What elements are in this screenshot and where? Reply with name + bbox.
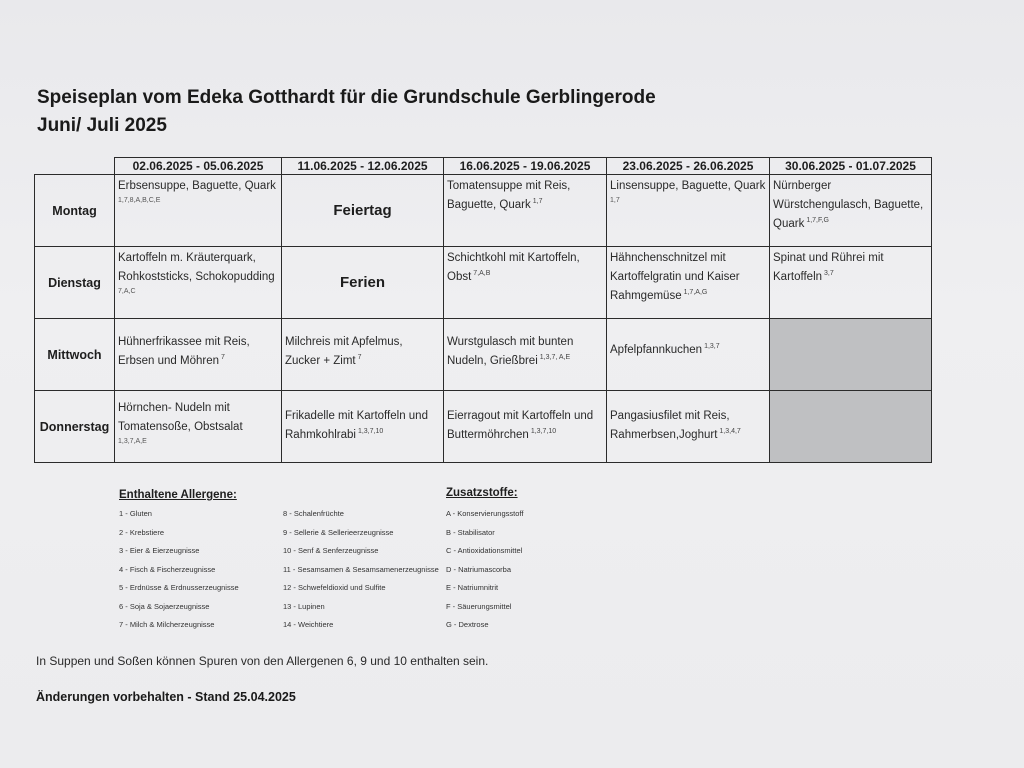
week-header: 30.06.2025 - 01.07.2025 xyxy=(770,158,932,175)
meal-text: Milchreis mit Apfelmus, Zucker + Zimt xyxy=(285,336,403,367)
meal-cell xyxy=(282,391,444,463)
meal-text: Hühnerfrikassee mit Reis, Erbsen und Möhren xyxy=(118,336,250,367)
allergen-item: 13 - Lupinen xyxy=(283,601,325,611)
meal-text: Hörnchen- Nudeln mit Tomatensoße, Obstsalat xyxy=(118,402,243,433)
allergen-item: 9 - Sellerie & Sellerieerzeugnisse xyxy=(283,527,394,537)
empty-cell xyxy=(770,391,932,463)
meal-text: Schichtkohl mit Kartoffeln, Obst xyxy=(447,252,580,283)
allergen-item: 14 - Weichtiere xyxy=(283,620,334,629)
allergen-item: 5 - Erdnüsse & Erdnusserzeugnisse xyxy=(119,583,239,592)
allergen-codes: 1,3,4,7 xyxy=(719,428,741,436)
allergen-codes: 1,7 xyxy=(610,197,620,204)
meal-text: Hähnchenschnitzel mit Kartoffelgratin und Kaiser Rahmgemüse xyxy=(610,252,740,302)
additive-item: D - Natriumascorba xyxy=(446,564,512,574)
additive-item: F - Säuerungsmittel xyxy=(446,601,512,611)
allergen-codes: 7,A,C xyxy=(118,288,136,295)
meal-text: Eierragout mit Kartoffeln und Buttermöhrchen xyxy=(447,410,594,441)
day-label: Dienstag xyxy=(35,247,115,319)
allergen-codes: 1,7 xyxy=(532,198,543,206)
day-label: Donnerstag xyxy=(35,391,115,463)
meal-cell xyxy=(607,175,770,247)
header-row xyxy=(35,158,932,175)
footer-status: Änderungen vorbehalten - Stand 25.04.2025 xyxy=(36,690,296,704)
allergen-item: 4 - Fisch & Fischerzeugnisse xyxy=(119,564,216,574)
week-header: 11.06.2025 - 12.06.2025 xyxy=(282,158,444,175)
meal-text: Tomatensuppe mit Reis, Baguette, Quark xyxy=(447,180,571,211)
holiday-cell: Ferien xyxy=(282,247,444,319)
allergens-list-2 xyxy=(283,505,439,635)
allergens-list-1 xyxy=(119,505,239,635)
allergen-item: 3 - Eier & Eierzeugnisse xyxy=(119,546,200,555)
allergen-codes: 1,3,7,10 xyxy=(530,428,557,436)
meal-cell xyxy=(607,247,770,319)
allergen-item: 6 - Soja & Sojaerzeugnisse xyxy=(119,601,210,611)
meal-cell xyxy=(444,319,607,391)
meal-text: Apfelpfannkuchen xyxy=(610,344,703,356)
allergen-codes: 1,3,7,A,E xyxy=(118,438,147,445)
title-line-1: Speiseplan vom Edeka Gotthardt für die Grundschule Gerblingerode xyxy=(37,87,656,108)
week-header: 02.06.2025 - 05.06.2025 xyxy=(115,158,282,175)
corner-cell xyxy=(35,158,115,175)
allergen-item: 2 - Krebstiere xyxy=(119,527,165,537)
allergen-codes: 1,7,8,A,B,C,E xyxy=(118,197,161,204)
meal-text: Kartoffeln m. Kräuterquark, Rohkoststicks, Schokopudding xyxy=(118,252,275,283)
meal-cell xyxy=(444,247,607,319)
allergen-note: In Suppen und Soßen können Spuren von den Allergenen 6, 9 und 10 enthalten sein. xyxy=(36,654,489,668)
meal-text: Frikadelle mit Kartoffeln und Rahmkohlrabi xyxy=(285,410,428,441)
row-mittwoch xyxy=(35,319,932,391)
row-donnerstag xyxy=(35,391,932,463)
title-line-2: Juni/ Juli 2025 xyxy=(37,115,167,136)
allergen-item: 11 - Sesamsamen & Sesamsamenerzeugnisse xyxy=(283,564,439,574)
meal-cell xyxy=(444,175,607,247)
allergens-heading: Enthaltene Allergene: xyxy=(119,489,237,501)
allergen-item: 10 - Senf & Senferzeugnisse xyxy=(283,546,379,555)
additive-item: C - Antioxidationsmittel xyxy=(446,546,523,555)
meal-cell xyxy=(607,319,770,391)
row-montag xyxy=(35,175,932,247)
empty-cell xyxy=(770,319,932,391)
holiday-cell: Feiertag xyxy=(282,175,444,247)
meal-plan-table xyxy=(34,157,932,463)
meal-cell xyxy=(770,175,932,247)
additive-item: B - Stabilisator xyxy=(446,527,495,537)
allergen-item: 1 - Gluten xyxy=(119,509,152,518)
allergen-codes: 3,7 xyxy=(824,270,834,278)
allergen-codes: 1,3,7 xyxy=(704,343,720,351)
allergen-codes: 1,7,F,G xyxy=(806,217,829,225)
allergen-codes: 1,3,7, A,E xyxy=(539,354,571,362)
allergen-item: 12 - Schwefeldioxid und Sulfite xyxy=(283,583,386,592)
meal-cell xyxy=(282,319,444,391)
meal-cell xyxy=(770,247,932,319)
meal-cell xyxy=(444,391,607,463)
document-title xyxy=(37,84,656,140)
meal-cell xyxy=(115,319,282,391)
additive-item: G - Dextrose xyxy=(446,620,489,629)
meal-cell xyxy=(115,247,282,319)
allergen-codes: 7 xyxy=(221,354,225,362)
meal-text: Nürnberger Würstchengulasch, Baguette, Quark xyxy=(773,180,924,230)
meal-text: Pangasiusfilet mit Reis, Rahmerbsen,Joghurt xyxy=(610,410,730,441)
allergen-item: 7 - Milch & Milcherzeugnisse xyxy=(119,620,215,629)
allergen-codes: 1,7,A,G xyxy=(683,289,708,297)
day-label: Montag xyxy=(35,175,115,247)
meal-text: Erbsensuppe, Baguette, Quark xyxy=(118,180,276,192)
meal-text: Linsensuppe, Baguette, Quark xyxy=(610,180,766,192)
meal-cell xyxy=(115,391,282,463)
meal-cell xyxy=(607,391,770,463)
meal-text: Wurstgulasch mit bunten Nudeln, Grießbrei xyxy=(447,336,574,367)
additives-list xyxy=(446,505,523,635)
day-label: Mittwoch xyxy=(35,319,115,391)
additive-item: A - Konservierungsstoff xyxy=(446,509,524,518)
allergen-codes: 1,3,7,10 xyxy=(357,428,384,436)
week-header: 16.06.2025 - 19.06.2025 xyxy=(444,158,607,175)
week-header: 23.06.2025 - 26.06.2025 xyxy=(607,158,770,175)
allergen-item: 8 - Schalenfrüchte xyxy=(283,509,344,518)
additives-heading: Zusatzstoffe: xyxy=(446,487,518,499)
allergen-codes: 7,A,B xyxy=(473,270,491,278)
row-dienstag xyxy=(35,247,932,319)
meal-text: Spinat und Rührei mit Kartoffeln xyxy=(773,252,884,283)
allergen-codes: 7 xyxy=(357,354,362,362)
additive-item: E - Natriumnitrit xyxy=(446,583,499,592)
meal-cell xyxy=(115,175,282,247)
